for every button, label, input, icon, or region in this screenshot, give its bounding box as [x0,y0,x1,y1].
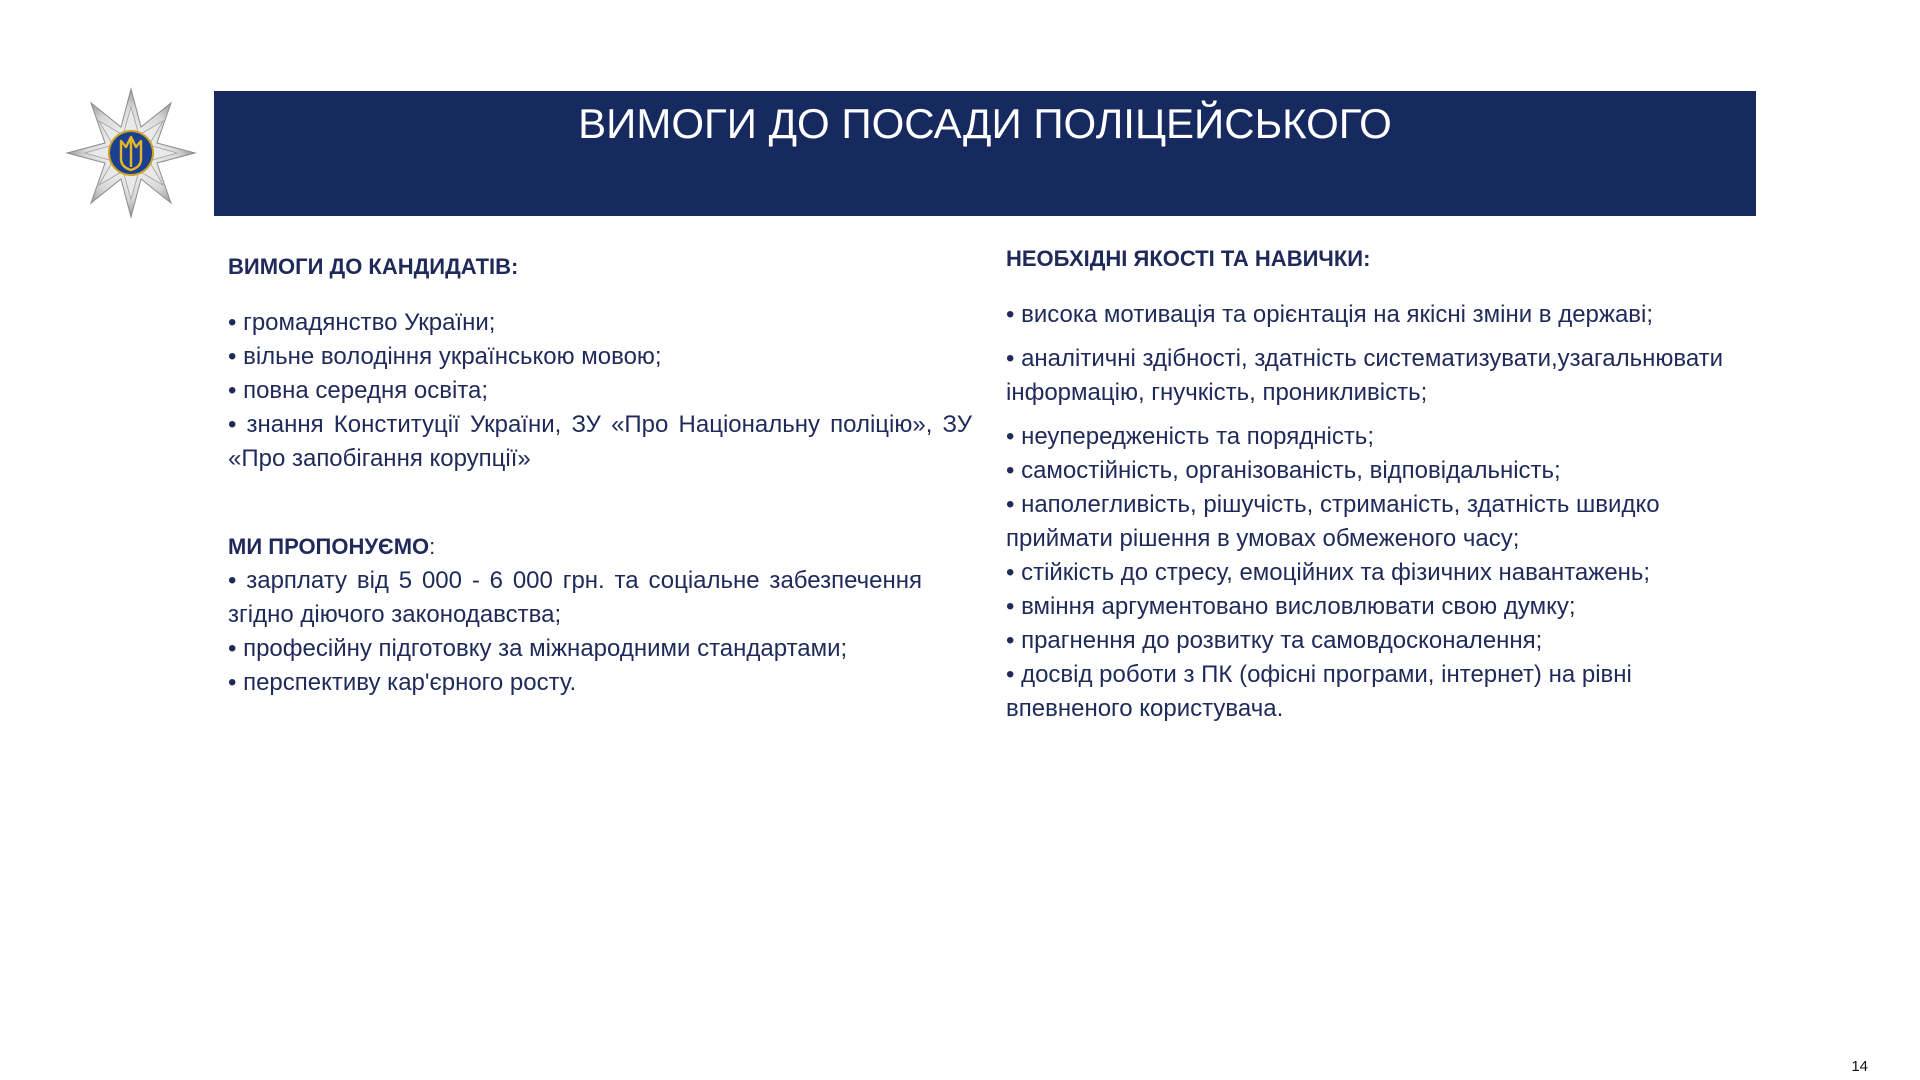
page-number: 14 [1851,1058,1868,1075]
list-item: • професійну підготовку за міжнародними стандартами; [228,635,848,662]
offer-heading-line [228,530,922,564]
header-banner [214,91,1756,216]
list-item: • перспективу кар'єрного росту. [228,669,577,696]
list-item: • громадянство України; [228,309,496,336]
offer-heading: МИ ПРОПОНУЄМО [228,534,430,559]
list-item: • прагнення до розвитку та самовдосконалення; [1006,627,1543,654]
offer-list [228,564,922,700]
list-item: • висока мотивація та орієнтація на якісні зміни в державі; [1006,301,1654,328]
list-item: • наполегливість, рішучість, стриманість, здатність швидко приймати рішення в умовах обмеженого часу; [1006,491,1660,552]
offer-section [228,530,922,700]
requirements-heading: ВИМОГИ ДО КАНДИДАТІВ: [228,254,519,279]
qualities-heading: НЕОБХІДНІ ЯКОСТІ ТА НАВИЧКИ: [1006,246,1371,271]
list-item: • вільне володіння українською мовою; [228,343,662,370]
list-item: • знання Конституції України, ЗУ «Про Національну поліцію», ЗУ «Про запобігання корупції» [228,411,972,472]
list-item: • досвід роботи з ПК (офісні програми, інтернет) на рівні впевненого користувача. [1006,661,1632,722]
list-item: • аналітичні здібності, здатність систематизувати,узагальнювати інформацію, гнучкість, проникливість; [1006,345,1724,406]
list-item: • самостійність, організованість, відповідальність; [1006,457,1561,484]
offer-heading-colon: : [429,534,436,559]
list-item: • повна середня освіта; [228,377,489,404]
left-column [228,252,972,700]
qualities-list [1006,298,1726,726]
list-item: • зарплату від 5 000 - 6 000 грн. та соціальне забезпечення згідно діючого законодавства; [228,567,922,628]
page-title: ВИМОГИ ДО ПОСАДИ ПОЛІЦЕЙСЬКОГО [578,100,1392,147]
requirements-list [228,306,972,476]
list-item: • стійкість до стресу, емоційних та фізичних навантажень; [1006,559,1651,586]
list-item: • вміння аргументовано висловлювати свою думку; [1006,593,1576,620]
list-item: • неупередженість та порядність; [1006,423,1374,450]
police-emblem-icon [64,86,198,220]
right-column [1006,244,1726,726]
